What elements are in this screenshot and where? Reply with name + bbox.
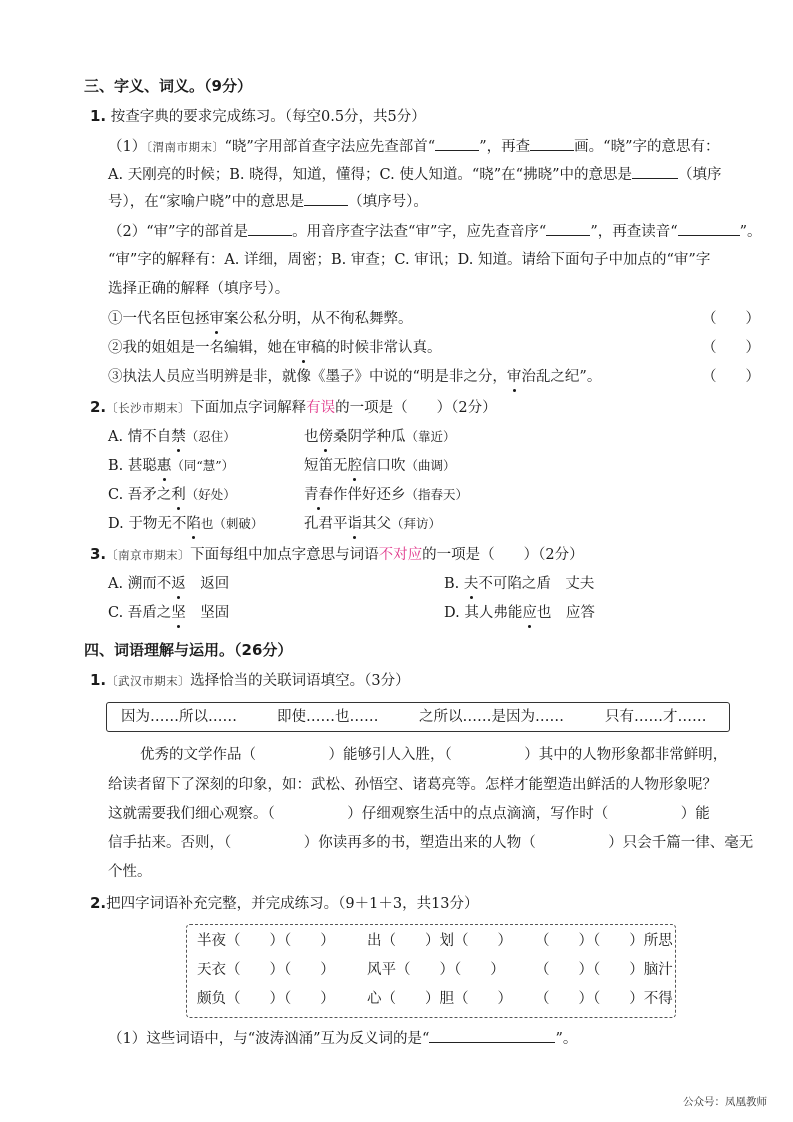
dotted-char: 坚 [171, 605, 186, 621]
text: ”。 [555, 1031, 578, 1047]
text: 也 应答 [536, 605, 595, 621]
paragraph-line-5: 个性。 [108, 864, 152, 880]
note: （拜访） [391, 516, 442, 531]
idiom-cell[interactable]: 半夜（ ）（ ） [197, 933, 335, 949]
text: B. [444, 576, 464, 592]
q1-part1-line3 [108, 191, 428, 212]
q1-part1-line2 [108, 164, 722, 185]
question-text: 按查字典的要求完成练习。（每空0.5分，共5分） [110, 109, 426, 125]
section4-question-2-title [90, 893, 479, 914]
text: 不可陷之盾 丈夫 [478, 576, 595, 592]
text: A. 情不自 [108, 429, 172, 445]
text: 返回 [185, 576, 230, 592]
word-bank-box [106, 702, 730, 732]
question-1-title [90, 106, 426, 127]
word-bank-item: 只有……才…… [605, 709, 707, 725]
idiom-cell[interactable]: 心（ ）胆（ ） [367, 991, 512, 1007]
text: 也 [304, 429, 319, 445]
q3-option-a[interactable] [108, 574, 229, 594]
text: （填序号）。 [348, 194, 428, 210]
word-bank-item: 之所以……是因为…… [419, 709, 564, 725]
paragraph-line-1: 优秀的文学作品（ ）能够引人入胜，（ ）其中的人物形象都非常鲜明， [140, 747, 728, 763]
dotted-char: 惠 [156, 458, 172, 474]
text: ①一代名臣包拯 [108, 311, 210, 327]
text: 其父 [362, 516, 391, 532]
text: A. 天刚亮的时候；B. 晓得，知道，懂得；C. 使人知道。“晓”在“拂晓”中的意思是 [108, 167, 633, 183]
text: “晓”字用部首查字法应先查部首“ [224, 139, 436, 155]
section-3-heading: 三、字义、词义。（9分） [84, 77, 252, 95]
dotted-char: 应 [522, 605, 537, 621]
note: （忍住） [185, 429, 236, 444]
text: ③执法人员应当明辨是非，就像《墨子》中说的“明是非之分， [108, 369, 507, 385]
text: 孔君平 [304, 516, 348, 532]
answer-blank[interactable] [678, 221, 740, 236]
q2-option-b-left[interactable] [108, 456, 234, 476]
text: D. 于物无不 [108, 516, 187, 532]
dotted-char: 傍 [318, 429, 333, 445]
question-number: 2. [90, 894, 107, 912]
idiom-cell[interactable]: 风平（ ）（ ） [367, 962, 505, 978]
text: 信口吹 [362, 458, 406, 474]
text: B. 甚聪 [108, 458, 157, 474]
word-bank-item: 因为……所以…… [121, 709, 237, 725]
dotted-char: 审 [296, 340, 311, 356]
text: 。用音序查字法查“审”字，应先查音序“ [292, 224, 547, 240]
text: 选择恰当的关联词语填空。（3分） [190, 673, 410, 689]
note: （指春天） [405, 487, 469, 502]
idiom-cell[interactable]: 出（ ）划（ ） [367, 933, 512, 949]
paragraph-line-3: 这就需要我们细心观察。（ ）仔细观察生活中的点点滴滴，写作时（ ）能 [108, 806, 710, 822]
text: 作伴好还乡 [333, 487, 406, 503]
idiom-cell[interactable]: （ ）（ ）所思 [535, 933, 673, 949]
source-tag: 〔渭南市期末〕 [146, 140, 225, 154]
text: 治乱之纪”。 [521, 369, 602, 385]
q3-option-b[interactable] [444, 574, 594, 594]
answer-paren[interactable]: （ ） [702, 369, 760, 385]
answer-blank[interactable] [530, 136, 574, 151]
text: 的一项是（ ）（2分） [335, 400, 497, 416]
note: （靠近） [405, 429, 456, 444]
text: 稿的时候非常认真。 [311, 340, 442, 356]
question-2-title [90, 397, 497, 418]
note: （好处） [185, 487, 236, 502]
q2-option-c-left[interactable] [108, 485, 236, 505]
word-bank-item: 即使……也…… [277, 709, 379, 725]
answer-blank[interactable] [429, 1028, 555, 1043]
q1-part1-line1 [108, 136, 719, 157]
dotted-char: 禁 [171, 429, 186, 445]
q1-part2-line2: “审”字的解释有：A. 详细，周密；B. 审查；C. 审讯；D. 知道。请给下面句子中加点的“审”字 [108, 252, 711, 268]
dotted-char: 青春 [304, 487, 333, 503]
q2-sub-1 [108, 1028, 577, 1049]
text: D. 其人弗能 [444, 605, 523, 621]
answer-paren[interactable]: （ ） [702, 311, 760, 327]
dotted-char: 审 [209, 311, 224, 327]
text: 案公私分明，从不徇私舞弊。 [224, 311, 413, 327]
q1-item-3 [108, 367, 601, 387]
dotted-char: 返 [171, 576, 186, 592]
note: （同“慧”） [171, 458, 235, 473]
source-tag: 〔武汉市期末〕 [106, 674, 191, 688]
text: ”。 [739, 224, 762, 240]
text: 下面每组中加点字意思与词语 [190, 547, 379, 563]
paragraph-line-4: 信手拈来。否则，（ ）你读再多的书，塑造出来的人物（ ）只会千篇一律、毫无 [108, 835, 754, 851]
note: 也（刺破） [200, 516, 264, 531]
highlight-text: 有误 [306, 400, 336, 416]
q1-part2-line1 [108, 221, 762, 242]
idiom-cell[interactable]: 天衣（ ）（ ） [197, 962, 335, 978]
text: （填序 [678, 167, 722, 183]
note: （曲调） [405, 458, 456, 473]
q3-option-c[interactable] [108, 603, 229, 623]
dotted-char: 审 [506, 369, 522, 385]
q2-option-d-right [304, 514, 441, 534]
text: 号），在“家喻户晓”中的意思是 [108, 194, 305, 210]
text: 的一项是（ ）（2分） [422, 547, 584, 563]
text: C. 吾矛之 [108, 487, 172, 503]
q1-item-1 [108, 309, 413, 329]
text: 短笛无 [304, 458, 348, 474]
text: C. 吾盾之 [108, 605, 172, 621]
q2-option-d-left[interactable] [108, 514, 263, 534]
text: ”，再查读音“ [590, 224, 678, 240]
question-3-title [90, 544, 584, 565]
idiom-cell[interactable]: （ ）（ ）脑汁 [535, 962, 673, 978]
source-tag: 〔长沙市期末〕 [106, 401, 191, 415]
footer-credit: 公众号：凤凰教师 [683, 1096, 767, 1108]
question-number: 1. [90, 107, 107, 125]
source-tag: 〔南京市期末〕 [106, 548, 191, 562]
text: 画。“晓”字的意思有： [574, 139, 720, 155]
q2-option-a-left[interactable] [108, 427, 236, 447]
q2-option-c-right [304, 485, 468, 505]
text: 桑阴学种瓜 [333, 429, 406, 445]
idiom-grid-box [186, 924, 676, 1018]
dotted-char: 利 [171, 487, 186, 503]
section4-question-1-title [90, 670, 410, 691]
idiom-cell[interactable]: 颇负（ ）（ ） [197, 991, 335, 1007]
question-number: 1. [90, 671, 107, 689]
part-label: （1） [108, 139, 147, 155]
q2-option-b-right [304, 456, 456, 476]
question-number: 2. [90, 398, 107, 416]
section-4-heading: 四、词语理解与运用。（26分） [84, 641, 293, 659]
q3-option-d[interactable] [444, 603, 595, 623]
answer-blank[interactable] [546, 221, 590, 236]
text: 坚固 [185, 605, 230, 621]
dotted-char: 陷 [186, 516, 201, 532]
answer-blank[interactable] [248, 221, 292, 236]
paragraph-line-2: 给读者留下了深刻的印象，如：武松、孙悟空、诸葛亮等。怎样才能塑造出鲜活的人物形象呢？ [108, 777, 717, 793]
answer-blank[interactable] [632, 164, 678, 179]
text: ②我的姐姐是一名编辑，她在 [108, 340, 297, 356]
answer-blank[interactable] [304, 191, 348, 206]
text: （2）“审”字的部首是 [108, 224, 249, 240]
q1-part2-line3: 选择正确的解释（填序号）。 [108, 281, 290, 297]
text: 把四字词语补充完整，并完成练习。（9＋1＋3，共13分） [106, 896, 479, 912]
dotted-char: 夫 [463, 576, 479, 592]
dotted-char: 诣 [347, 516, 362, 532]
text: 下面加点字词解释 [190, 400, 307, 416]
q2-option-a-right [304, 427, 456, 447]
text: A. 溯而不 [108, 576, 172, 592]
dotted-char: 腔 [347, 458, 362, 474]
answer-paren[interactable]: （ ） [702, 340, 760, 356]
highlight-text: 不对应 [378, 547, 423, 563]
text: ”，再查 [479, 139, 531, 155]
text: （1）这些词语中，与“波涛汹涌”互为反义词的是“ [108, 1031, 430, 1047]
answer-blank[interactable] [435, 136, 479, 151]
idiom-cell[interactable]: （ ）（ ）不得 [535, 991, 673, 1007]
q1-item-2 [108, 338, 442, 358]
question-number: 3. [90, 545, 107, 563]
